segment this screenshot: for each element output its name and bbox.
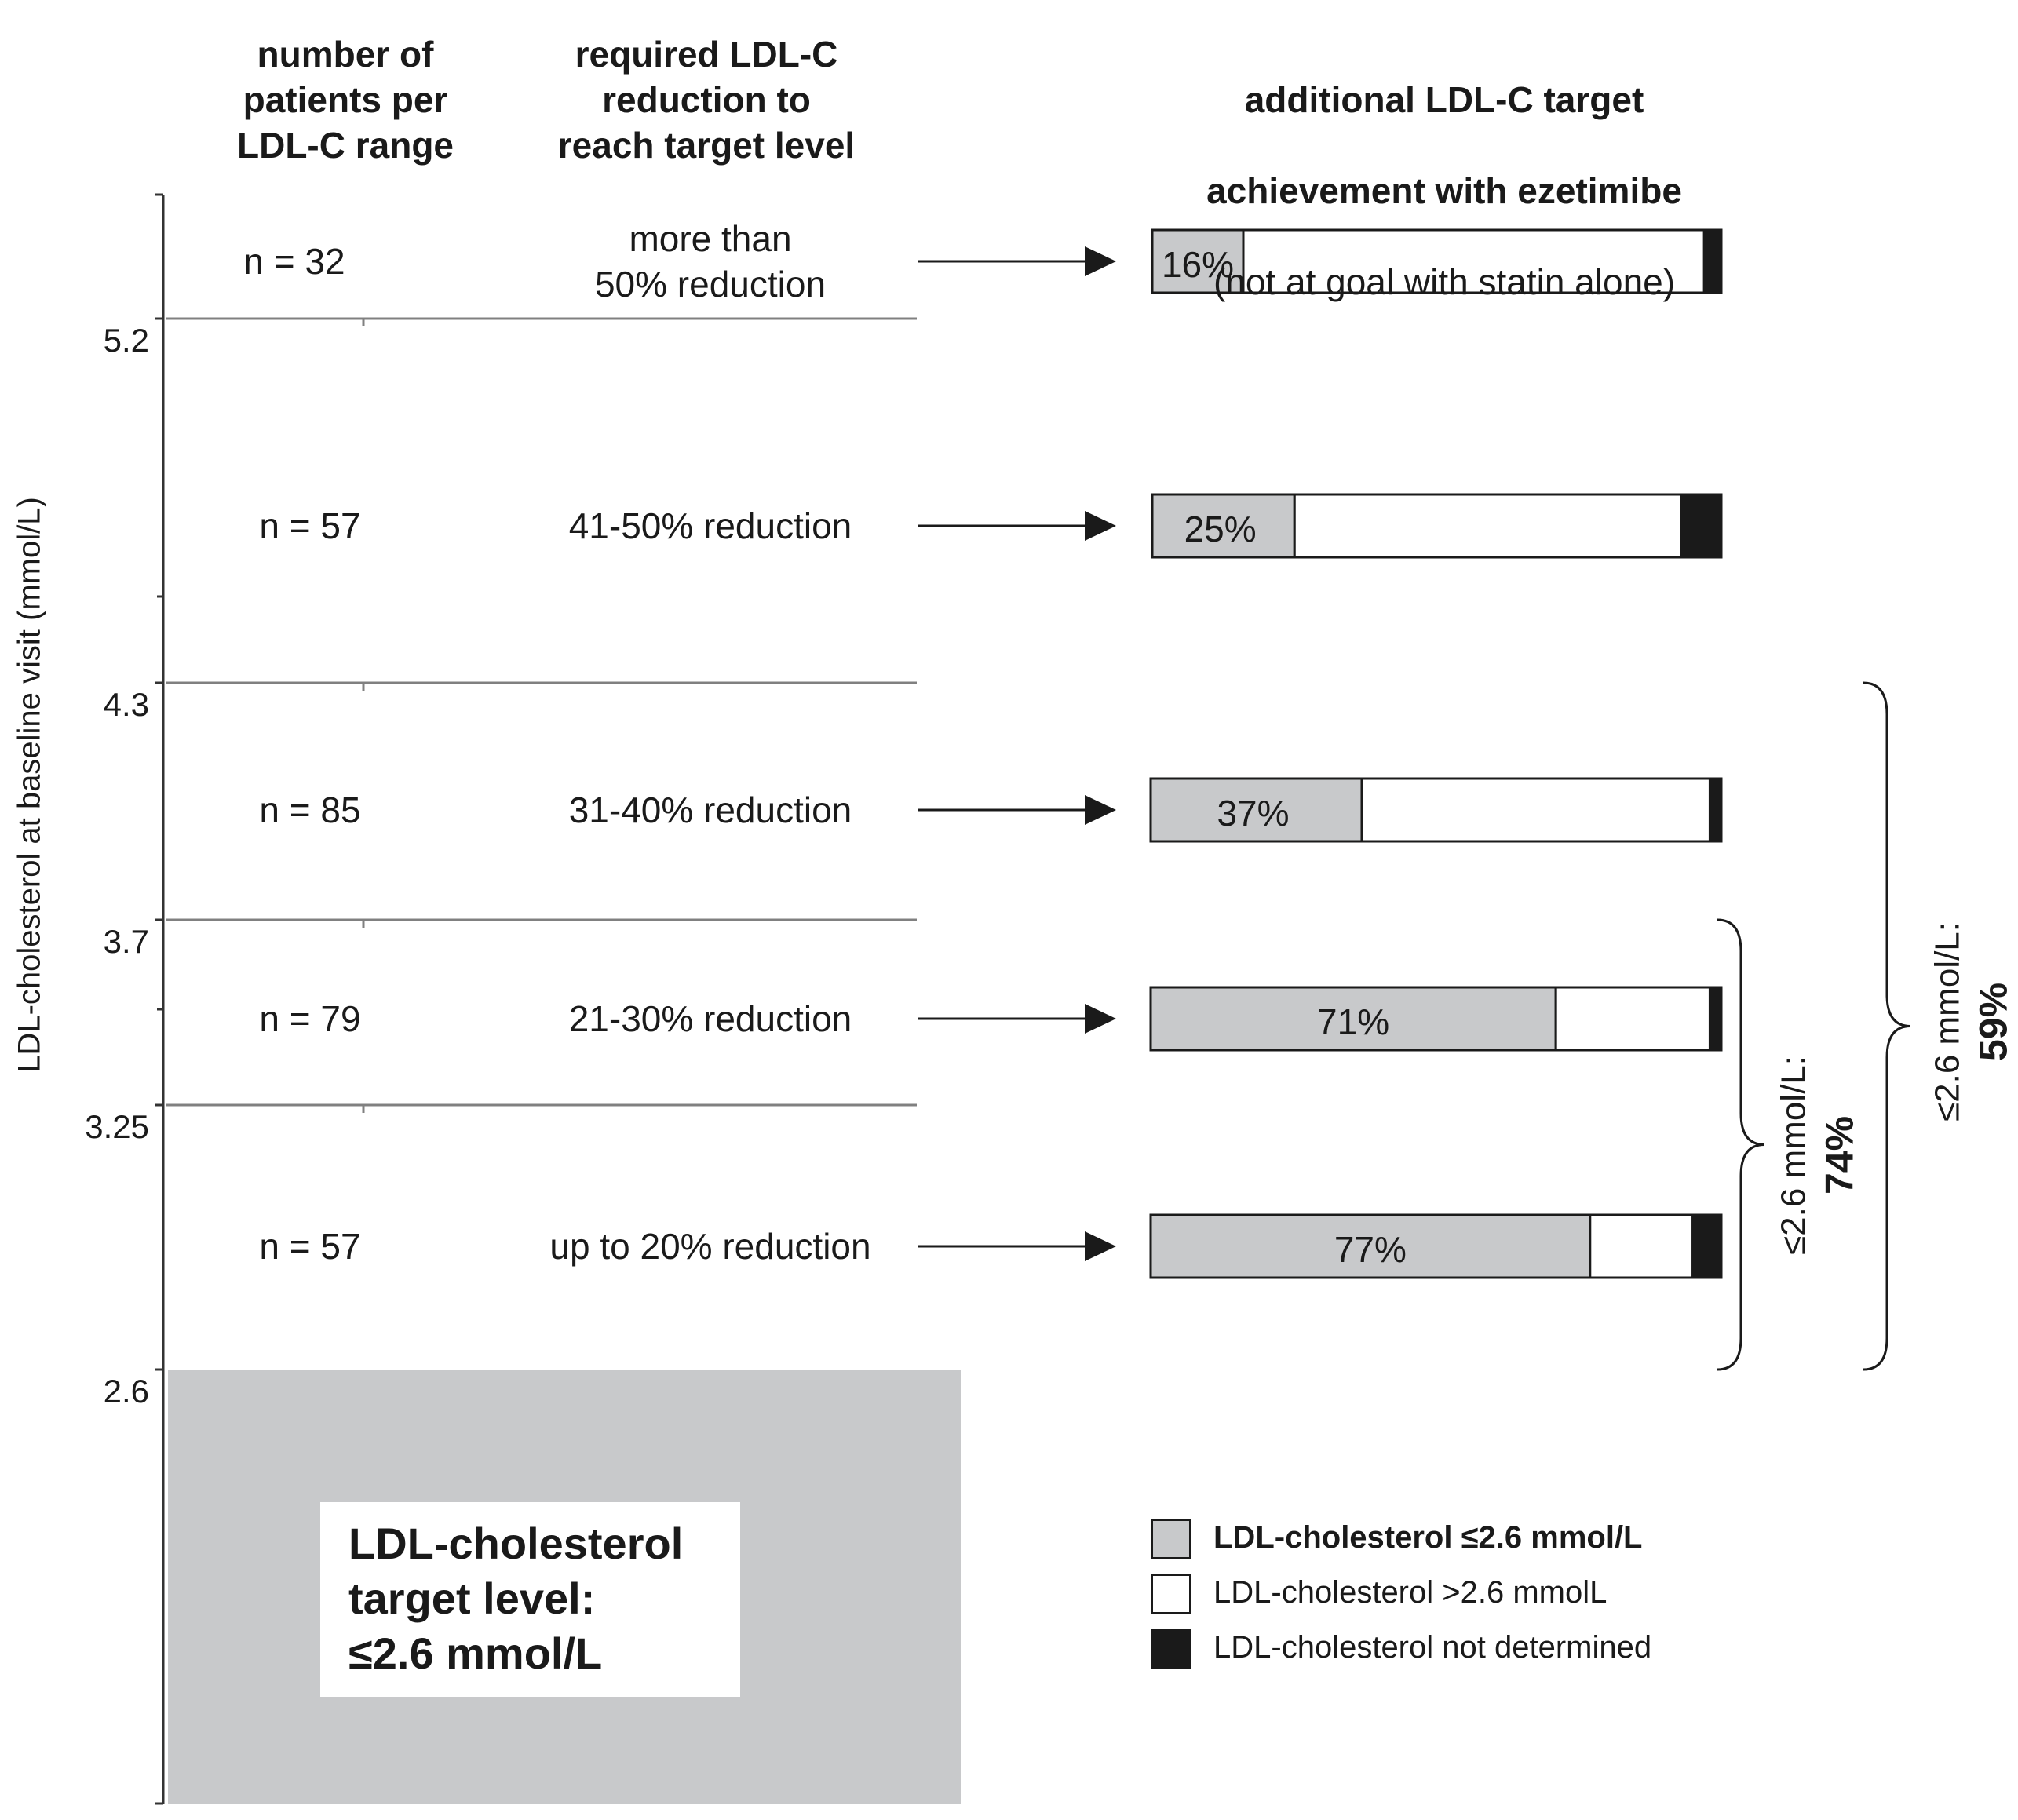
row-required-reduction: up to 20% reduction — [549, 1226, 871, 1267]
bar-segment-not-determined — [1681, 494, 1721, 557]
bar-percent-label: 71% — [1317, 1001, 1390, 1042]
row-required-reduction: 31-40% reduction — [568, 790, 852, 830]
row-required-reduction: more than 50% reduction — [594, 218, 827, 305]
row-arrow-head — [1085, 1231, 1116, 1261]
bar-segment-not-determined — [1710, 779, 1721, 841]
y-tick-label: 2.6 — [103, 1373, 149, 1410]
row-required-reduction: 21-30% reduction — [568, 998, 852, 1039]
legend-label: LDL-cholesterol not determined — [1213, 1630, 1652, 1665]
row-arrow-head — [1085, 795, 1116, 825]
bar-percent-label: 25% — [1184, 509, 1257, 549]
brace-label-lower — [1772, 1056, 1865, 1255]
brace-lower-value: 74% — [1817, 1115, 1862, 1195]
row-arrow-head — [1085, 246, 1116, 276]
legend-label: LDL-cholesterol ≤2.6 mmol/L — [1213, 1520, 1643, 1555]
header-line-2: achievement with ezetimibe — [1206, 170, 1682, 211]
row-patient-count: n = 57 — [259, 505, 361, 546]
row-patient-count: n = 32 — [243, 241, 345, 282]
header-patients: number of patients per LDL-C range — [237, 34, 454, 166]
brace-upper-value: 59% — [1971, 982, 2016, 1062]
row-required-reduction: 41-50% reduction — [568, 505, 852, 546]
legend-swatch — [1151, 1574, 1191, 1614]
bar-segment-not-determined — [1710, 987, 1721, 1050]
legend-swatch — [1151, 1629, 1191, 1669]
row-patient-count: n = 57 — [259, 1226, 361, 1267]
row-patient-count: n = 79 — [259, 998, 361, 1039]
legend-swatch — [1151, 1519, 1191, 1559]
header-line-1: additional LDL-C target — [1244, 79, 1644, 120]
row-arrow-head — [1085, 511, 1116, 541]
brace-lower — [1717, 920, 1764, 1370]
bar-segment-not-achieved — [1362, 779, 1710, 841]
y-tick-label: 5.2 — [103, 322, 149, 359]
bar-percent-label: 77% — [1334, 1229, 1407, 1270]
row-patient-count: n = 85 — [259, 790, 361, 830]
brace-label-upper — [1925, 922, 2018, 1122]
y-tick-label: 3.25 — [85, 1108, 149, 1145]
y-tick-label: 4.3 — [103, 686, 149, 723]
header-additional-achievement — [1130, 31, 1758, 350]
bar-percent-label: 16% — [1161, 244, 1235, 285]
y-tick-label: 3.7 — [103, 923, 149, 960]
legend-label: LDL-cholesterol >2.6 mmolL — [1213, 1575, 1607, 1610]
brace-lower-text: ≤2.6 mmol/L: — [1774, 1055, 1813, 1256]
brace-upper — [1863, 683, 1910, 1370]
bar-segment-not-achieved — [1590, 1215, 1693, 1278]
bar-percent-label: 37% — [1217, 793, 1290, 833]
header-required-reduction: required LDL-C reduction to reach target level — [557, 34, 856, 166]
header-line-3: (not at goal with statin alone) — [1213, 261, 1676, 302]
brace-upper-text: ≤2.6 mmol/L: — [1928, 921, 1967, 1122]
target-level-box — [320, 1502, 740, 1697]
bar-segment-not-achieved — [1294, 494, 1681, 557]
bar-segment-not-determined — [1693, 1215, 1721, 1278]
bar-segment-not-achieved — [1556, 987, 1710, 1050]
row-arrow-head — [1085, 1004, 1116, 1034]
y-axis-title: LDL-cholesterol at baseline visit (mmol/L) — [12, 497, 47, 1073]
target-level-text: LDL-cholesterol target level: ≤2.6 mmol/L — [348, 1519, 684, 1678]
